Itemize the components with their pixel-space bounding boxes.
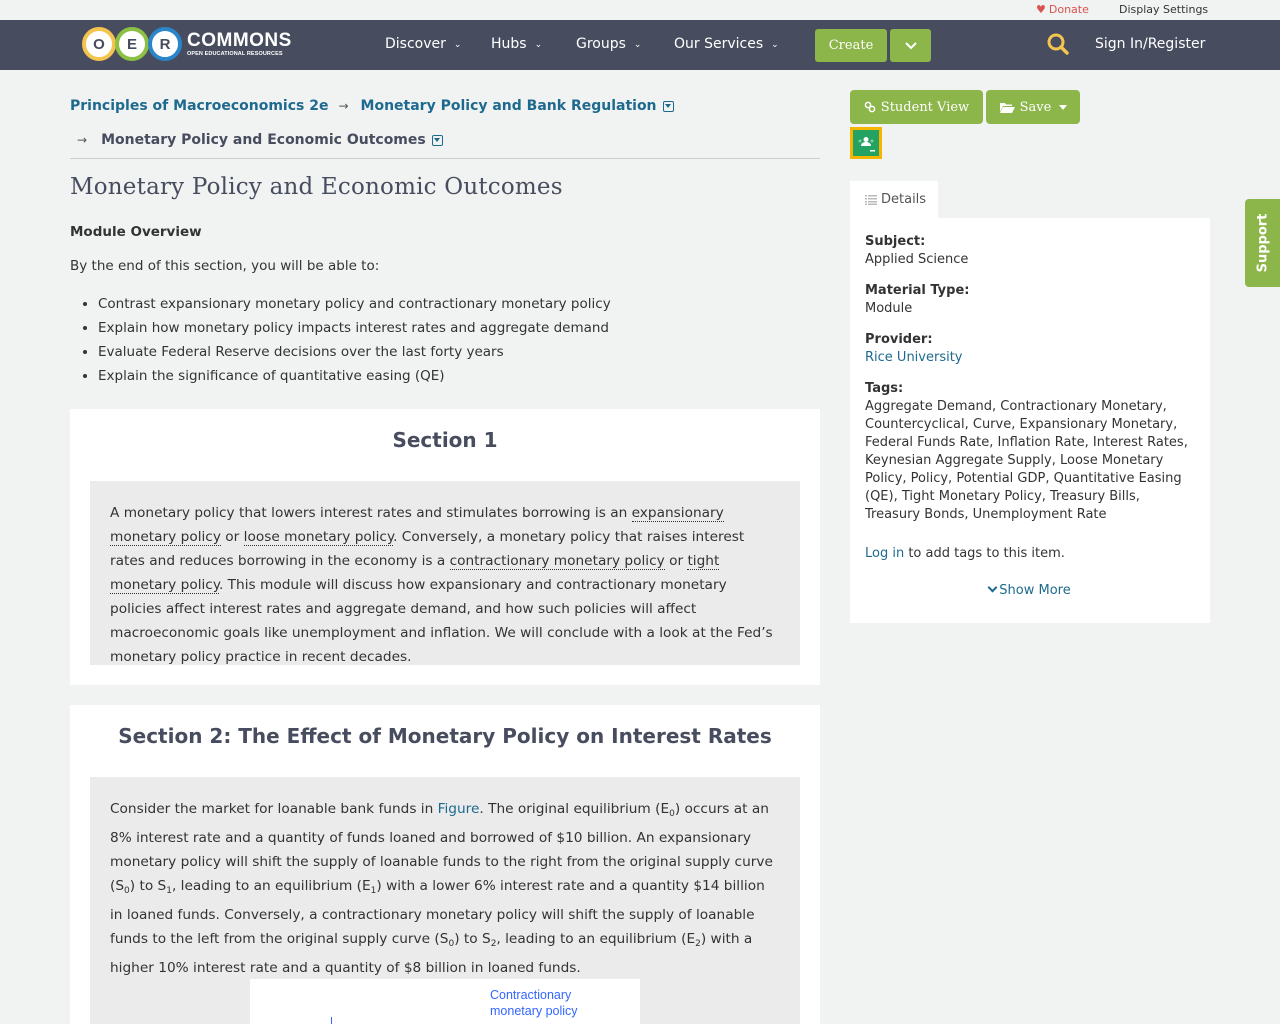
text: . This module will discuss how expansionary and contractionary monetary policies affect interest rates and aggregate demand, and how such policies will affect macroeconomic goals like unemployment and inflation. We will conclude with a look at the Fed’s monetary policy practice in recent decades. bbox=[110, 577, 773, 665]
section-1 bbox=[70, 409, 820, 685]
chevron-down-icon: ⌄ bbox=[534, 40, 543, 50]
tags-list: Aggregate Demand, Contractionary Monetary, Countercyclical, Curve, Expansionary Monetary, Federal Funds Rate, Inflation Rate, Interest Rates, Keynesian Aggregate Supply, Loose Monetary Policy, Policy, Potential GDP, Quantitative Easing (QE), Tight Monetary Policy, Treasury Bills, Treasury Bonds, Unemployment Rate bbox=[865, 399, 1188, 522]
support-label: Support bbox=[1255, 213, 1270, 273]
text: Consider the market for loanable bank funds in bbox=[110, 801, 438, 817]
subscript: 2 bbox=[695, 939, 701, 949]
overview-intro: By the end of this section, you will be able to: bbox=[70, 258, 380, 274]
heart-icon: ♥ bbox=[1036, 3, 1046, 16]
dropdown-toggle-icon[interactable] bbox=[432, 135, 443, 146]
figure-link[interactable]: Figure bbox=[437, 801, 480, 817]
nav-hubs[interactable] bbox=[491, 36, 542, 52]
nav-discover[interactable] bbox=[385, 36, 461, 52]
nav-our-services[interactable] bbox=[674, 36, 779, 52]
nav-discover-label: Discover bbox=[385, 36, 446, 52]
text: or bbox=[220, 529, 244, 545]
overview-heading: Module Overview bbox=[70, 224, 202, 240]
main-navbar bbox=[0, 20, 1280, 70]
create-dropdown-button[interactable] bbox=[890, 29, 931, 62]
text: ) occurs at an 8% interest rate and a quantity of funds loaned and borrowed of $10 billion. An expansionary monetary policy will shift the supply of loanable funds to the right from the original supply curve (S bbox=[110, 801, 773, 894]
search-icon[interactable] bbox=[1046, 32, 1070, 56]
subscript: 0 bbox=[669, 809, 675, 819]
list-icon bbox=[865, 195, 877, 205]
logo-title: COMMONS bbox=[187, 29, 292, 51]
nav-hubs-label: Hubs bbox=[491, 36, 527, 52]
show-more-button[interactable] bbox=[865, 583, 1195, 598]
text: . The original equilibrium (E bbox=[479, 801, 670, 817]
link-icon bbox=[864, 101, 876, 113]
text: , leading to an equilibrium (E bbox=[171, 878, 371, 894]
text: A monetary policy that lowers interest rates and stimulates borrowing is an bbox=[110, 505, 632, 521]
donate-label: Donate bbox=[1048, 3, 1089, 16]
figure-y-axis bbox=[331, 1017, 332, 1024]
chevron-down-icon: ⌄ bbox=[453, 40, 462, 50]
text: ) with a higher 10% interest rate and a quantity of $8 billion in loaned funds. bbox=[110, 931, 753, 976]
section-2 bbox=[70, 705, 820, 1024]
glossary-term[interactable]: loose monetary policy bbox=[243, 529, 394, 545]
login-to-tag bbox=[865, 546, 1195, 561]
subscript: 2 bbox=[490, 939, 497, 949]
login-rest-text: to add tags to this item. bbox=[904, 546, 1065, 561]
text: ) with a lower 6% interest rate and a quantity $14 billion in loaned funds. Conversely, a contractionary monetary policy will shift the supply of loanable funds to the left from the original supply curve (S bbox=[110, 878, 765, 947]
loanable-funds-figure bbox=[250, 979, 640, 1024]
subscript: 1 bbox=[370, 886, 377, 896]
chevron-down-icon bbox=[988, 583, 998, 593]
logo-subtitle: OPEN EDUCATIONAL RESOURCES bbox=[187, 50, 283, 57]
sign-in-register-link[interactable]: Sign In/Register bbox=[1095, 36, 1206, 52]
details-tab-label: Details bbox=[881, 192, 927, 207]
section-body bbox=[90, 777, 800, 1024]
objective-item: • Evaluate Federal Reserve decisions over the last forty years bbox=[98, 340, 820, 364]
log-in-link[interactable]: Log in bbox=[865, 546, 905, 561]
folder-open-icon bbox=[999, 101, 1015, 113]
glossary-term[interactable]: expansionary monetary policy bbox=[110, 505, 724, 545]
objectives-list bbox=[70, 292, 820, 388]
glossary-term[interactable]: contractionary monetary policy bbox=[449, 553, 665, 569]
create-button[interactable]: Create bbox=[815, 29, 887, 62]
save-label: Save bbox=[1019, 99, 1052, 115]
provider-label: Provider: bbox=[865, 332, 933, 347]
objective-item: • Explain the significance of quantitative easing (QE) bbox=[98, 364, 820, 388]
text: . Conversely, a monetary policy that raises interest rates and reduces borrowing in the economy is a bbox=[110, 529, 745, 569]
page-title: Monetary Policy and Economic Outcomes bbox=[70, 174, 563, 200]
caret-down-icon bbox=[1059, 105, 1067, 110]
student-view-label: Student View bbox=[880, 99, 970, 115]
subscript: 0 bbox=[124, 886, 130, 896]
nav-our-services-label: Our Services bbox=[674, 36, 764, 52]
dropdown-toggle-icon[interactable] bbox=[663, 101, 674, 112]
tab-details[interactable] bbox=[850, 181, 938, 218]
material-type-value: Module bbox=[865, 301, 913, 316]
breadcrumb-separator: → bbox=[338, 99, 349, 113]
logo-letter-r: R bbox=[148, 27, 182, 61]
google-classroom-share-button[interactable] bbox=[850, 127, 882, 159]
show-more-label: Show More bbox=[999, 583, 1071, 598]
breadcrumb-item-chapter[interactable]: Monetary Policy and Bank Regulation bbox=[360, 98, 657, 114]
utility-bar bbox=[0, 0, 1280, 20]
oer-commons-logo[interactable] bbox=[82, 26, 292, 62]
subscript: 1 bbox=[166, 886, 172, 896]
chevron-down-icon: ⌄ bbox=[633, 40, 642, 50]
details-panel bbox=[850, 218, 1210, 623]
objective-item: • Contrast expansionary monetary policy and contractionary monetary policy bbox=[98, 292, 820, 316]
text: ) to S bbox=[454, 931, 491, 947]
donate-link[interactable] bbox=[1036, 3, 1089, 16]
subscript: 0 bbox=[448, 939, 455, 949]
breadcrumb-divider bbox=[70, 158, 820, 159]
logo-letter-o: O bbox=[82, 27, 116, 61]
objective-item: • Explain how monetary policy impacts interest rates and aggregate demand bbox=[98, 316, 820, 340]
student-view-button[interactable] bbox=[850, 90, 983, 124]
subject-value: Applied Science bbox=[865, 252, 969, 267]
text: or bbox=[664, 553, 688, 569]
text: , leading to an equilibrium (E bbox=[496, 931, 696, 947]
logo-letter-e: E bbox=[115, 27, 149, 61]
support-tab[interactable] bbox=[1245, 199, 1280, 287]
breadcrumb-separator: → bbox=[77, 133, 88, 147]
nav-groups[interactable] bbox=[576, 36, 641, 52]
module-overview bbox=[70, 224, 820, 388]
save-button[interactable] bbox=[986, 90, 1080, 124]
display-settings-link[interactable]: Display Settings bbox=[1119, 3, 1209, 16]
breadcrumb-item-current: Monetary Policy and Economic Outcomes bbox=[101, 132, 426, 148]
chevron-down-icon bbox=[905, 42, 917, 50]
material-type-label: Material Type: bbox=[865, 283, 970, 298]
nav-groups-label: Groups bbox=[576, 36, 626, 52]
logo-wordmark bbox=[187, 31, 292, 58]
figure-label: Contractionary monetary policy bbox=[490, 988, 578, 1018]
subject-label: Subject: bbox=[865, 234, 926, 249]
provider-link[interactable]: Rice University bbox=[865, 350, 963, 365]
breadcrumb bbox=[70, 96, 820, 150]
section-title: Section 2: The Effect of Monetary Policy on Interest Rates bbox=[118, 724, 772, 748]
glossary-term[interactable]: tight monetary policy bbox=[110, 553, 720, 593]
text: ) to S bbox=[129, 878, 167, 894]
section-title: Section 1 bbox=[392, 428, 498, 452]
chevron-down-icon: ⌄ bbox=[771, 40, 779, 50]
google-classroom-icon bbox=[853, 130, 879, 156]
breadcrumb-item-course[interactable]: Principles of Macroeconomics 2e bbox=[70, 98, 329, 114]
section-body bbox=[90, 481, 800, 665]
tags-label: Tags: bbox=[865, 381, 904, 396]
